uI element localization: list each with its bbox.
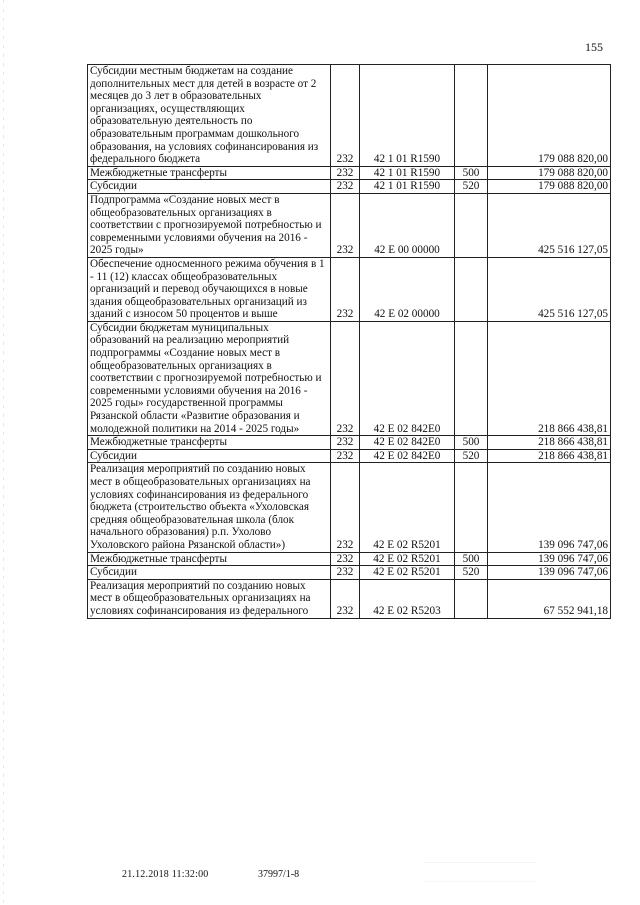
cell-ved: 232 xyxy=(331,257,360,321)
cell-name: Субсидии xyxy=(88,449,331,463)
cell-name: Межбюджетные трансферты xyxy=(88,552,331,566)
cell-vr: 500 xyxy=(455,166,488,180)
cell-ved: 232 xyxy=(331,321,360,435)
cell-sum: 218 866 438,81 xyxy=(488,321,611,435)
cell-name: Межбюджетные трансферты xyxy=(88,166,331,180)
cell-sum: 425 516 127,05 xyxy=(488,193,611,257)
cell-vr: 520 xyxy=(455,566,488,580)
cell-ved: 232 xyxy=(331,180,360,194)
cell-vr: 500 xyxy=(455,436,488,450)
cell-name: Подпрограмма «Создание новых мест в общеобразовательных организациях в соответствии с прогнозируемой потребностью и современными условиями обучения на 2016 - 2025 годы» xyxy=(88,193,331,257)
cell-sum: 218 866 438,81 xyxy=(488,449,611,463)
cell-sum: 179 088 820,00 xyxy=(488,166,611,180)
cell-csr: 42 Е 02 R5201 xyxy=(360,566,455,580)
table-row xyxy=(88,166,611,180)
table-row xyxy=(88,257,611,321)
cell-vr xyxy=(455,463,488,552)
cell-csr: 42 Е 02 00000 xyxy=(360,257,455,321)
budget-table xyxy=(87,64,611,619)
cell-vr: 500 xyxy=(455,552,488,566)
cell-csr: 42 1 01 R1590 xyxy=(360,180,455,194)
cell-csr: 42 Е 02 842Е0 xyxy=(360,449,455,463)
cell-name: Межбюджетные трансферты xyxy=(88,436,331,450)
cell-vr: 520 xyxy=(455,180,488,194)
cell-ved: 232 xyxy=(331,566,360,580)
table-row xyxy=(88,566,611,580)
cell-ved: 232 xyxy=(331,449,360,463)
cell-vr xyxy=(455,321,488,435)
cell-csr: 42 Е 02 842Е0 xyxy=(360,436,455,450)
cell-sum: 425 516 127,05 xyxy=(488,257,611,321)
cell-name: Субсидии xyxy=(88,566,331,580)
cell-sum: 218 866 438,81 xyxy=(488,436,611,450)
cell-sum: 179 088 820,00 xyxy=(488,180,611,194)
cell-vr xyxy=(455,579,488,618)
table-row xyxy=(88,579,611,618)
cell-csr: 42 Е 02 842Е0 xyxy=(360,321,455,435)
table-row xyxy=(88,180,611,194)
cell-ved: 232 xyxy=(331,65,360,167)
table-row xyxy=(88,463,611,552)
cell-ved: 232 xyxy=(331,463,360,552)
table-row xyxy=(88,65,611,167)
table-row xyxy=(88,449,611,463)
cell-csr: 42 Е 02 R5201 xyxy=(360,463,455,552)
cell-sum: 139 096 747,06 xyxy=(488,463,611,552)
cell-sum: 67 552 941,18 xyxy=(488,579,611,618)
cell-vr: 520 xyxy=(455,449,488,463)
cell-vr xyxy=(455,193,488,257)
cell-sum: 139 096 747,06 xyxy=(488,566,611,580)
cell-name: Субсидии местным бюджетам на создание дополнительных мест для детей в возрасте от 2 месяцев до 3 лет в образовательных организациях, осуществляющих образовательную деятельность по образовательным программам дошкольного образования, на условиях софинансирования из федерального бюджета xyxy=(88,65,331,167)
table-row xyxy=(88,552,611,566)
cell-csr: 42 Е 02 R5201 xyxy=(360,552,455,566)
cell-ved: 232 xyxy=(331,166,360,180)
cell-vr xyxy=(455,257,488,321)
cell-csr: 42 1 01 R1590 xyxy=(360,166,455,180)
cell-name: Обеспечение односменного режима обучения в 1 - 11 (12) классах общеобразовательных организаций и перевод обучающихся в новые здания общеобразовательных организаций из зданий с износом 50 процентов и выше xyxy=(88,257,331,321)
cell-name: Субсидии xyxy=(88,180,331,194)
cell-csr: 42 Е 00 00000 xyxy=(360,193,455,257)
cell-csr: 42 1 01 R1590 xyxy=(360,65,455,167)
cell-vr xyxy=(455,65,488,167)
footer-doc-id: 37997/1-8 xyxy=(258,869,300,880)
table-row xyxy=(88,193,611,257)
table-row xyxy=(88,321,611,435)
scan-edge-artifact xyxy=(3,0,4,905)
table-row xyxy=(88,436,611,450)
cell-name: Реализация мероприятий по созданию новых мест в общеобразовательных организациях на условиях софинансирования из федерального xyxy=(88,579,331,618)
faint-stamp-mark xyxy=(425,862,535,882)
cell-csr: 42 Е 02 R5203 xyxy=(360,579,455,618)
cell-name: Субсидии бюджетам муниципальных образований на реализацию мероприятий подпрограммы «Создание новых мест в общеобразовательных организациях в соответствии с прогнозируемой потребностью и современными условиями обучения на 2016 - 2025 годы» государственной программы Рязанской области «Развитие образования и молодежной политики на 2014 - 2025 годы» xyxy=(88,321,331,435)
cell-sum: 179 088 820,00 xyxy=(488,65,611,167)
page-number: 155 xyxy=(585,40,603,54)
cell-ved: 232 xyxy=(331,193,360,257)
cell-ved: 232 xyxy=(331,579,360,618)
cell-ved: 232 xyxy=(331,552,360,566)
footer-timestamp: 21.12.2018 11:32:00 xyxy=(122,869,209,880)
cell-ved: 232 xyxy=(331,436,360,450)
cell-sum: 139 096 747,06 xyxy=(488,552,611,566)
cell-name: Реализация мероприятий по созданию новых мест в общеобразовательных организациях на условиях софинансирования из федерального бюджета (строительство объекта «Ухоловская средняя общеобразовательная школа (блок начального образования) р.п. Ухолово Ухоловского района Рязанской области») xyxy=(88,463,331,552)
